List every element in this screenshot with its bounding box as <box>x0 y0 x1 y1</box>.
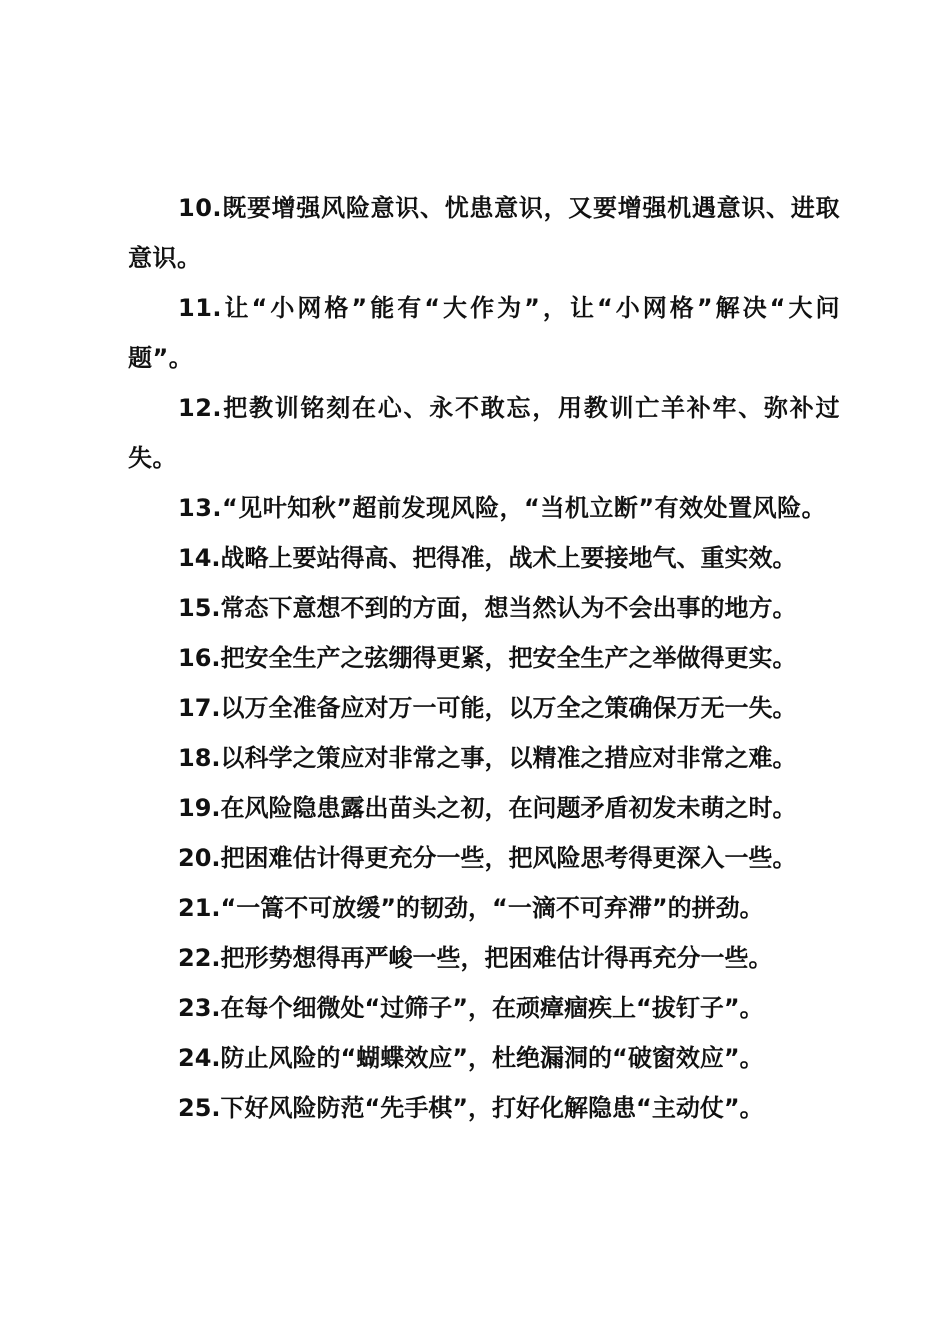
item-number: 22. <box>178 944 221 972</box>
list-item-11 <box>128 283 840 383</box>
list-item-21 <box>128 883 840 933</box>
item-number: 14. <box>178 544 221 572</box>
item-number: 12. <box>178 394 223 422</box>
item-number: 19. <box>178 794 221 822</box>
list-item-14 <box>128 533 840 583</box>
item-text: 在风险隐患露出苗头之初，在问题矛盾初发未萌之时。 <box>220 794 797 822</box>
list-item-22 <box>128 933 840 983</box>
item-text: 既要增强风险意识、忧患意识，又要增强机遇意识、进取意识。 <box>128 194 840 272</box>
item-number: 15. <box>178 594 221 622</box>
item-number: 25. <box>178 1094 221 1122</box>
item-text: 常态下意想不到的方面，想当然认为不会出事的地方。 <box>220 594 797 622</box>
item-number: 23. <box>178 994 221 1022</box>
item-number: 24. <box>178 1044 221 1072</box>
item-text: 防止风险的“蝴蝶效应”，杜绝漏洞的“破窗效应”。 <box>220 1044 764 1072</box>
item-number: 11. <box>178 294 223 322</box>
list-item-13 <box>128 483 840 533</box>
item-number: 20. <box>178 844 221 872</box>
document-body <box>128 183 840 1133</box>
item-number: 16. <box>178 644 221 672</box>
list-item-20 <box>128 833 840 883</box>
item-number: 13. <box>178 494 223 522</box>
list-item-17 <box>128 683 840 733</box>
item-text: 以科学之策应对非常之事，以精准之措应对非常之难。 <box>220 744 797 772</box>
item-text: 在每个细微处“过筛子”，在顽瘴痼疾上“拔钉子”。 <box>220 994 764 1022</box>
item-number: 21. <box>178 894 221 922</box>
item-text: 把困难估计得更充分一些，把风险思考得更深入一些。 <box>220 844 797 872</box>
item-text: 把教训铭刻在心、永不敢忘，用教训亡羊补牢、弥补过失。 <box>128 394 840 472</box>
item-text: 下好风险防范“先手棋”，打好化解隐患“主动仗”。 <box>220 1094 764 1122</box>
item-text: 让“小网格”能有“大作为”，让“小网格”解决“大问题”。 <box>128 294 840 372</box>
list-item-15 <box>128 583 840 633</box>
item-number: 17. <box>178 694 221 722</box>
list-item-10 <box>128 183 840 283</box>
list-item-16 <box>128 633 840 683</box>
item-text: 以万全准备应对万一可能，以万全之策确保万无一失。 <box>220 694 797 722</box>
list-item-24 <box>128 1033 840 1083</box>
item-text: 把形势想得再严峻一些，把困难估计得再充分一些。 <box>220 944 773 972</box>
item-text: “一篙不可放缓”的韧劲，“一滴不可弃滞”的拼劲。 <box>220 894 764 922</box>
item-text: 把安全生产之弦绷得更紧，把安全生产之举做得更实。 <box>220 644 797 672</box>
item-number: 10. <box>178 194 223 222</box>
item-text: 战略上要站得高、把得准，战术上要接地气、重实效。 <box>220 544 797 572</box>
list-item-25 <box>128 1083 840 1133</box>
item-text: “见叶知秋”超前发现风险，“当机立断”有效处置风险。 <box>222 494 827 522</box>
item-number: 18. <box>178 744 221 772</box>
list-item-19 <box>128 783 840 833</box>
list-item-12 <box>128 383 840 483</box>
list-item-23 <box>128 983 840 1033</box>
list-item-18 <box>128 733 840 783</box>
